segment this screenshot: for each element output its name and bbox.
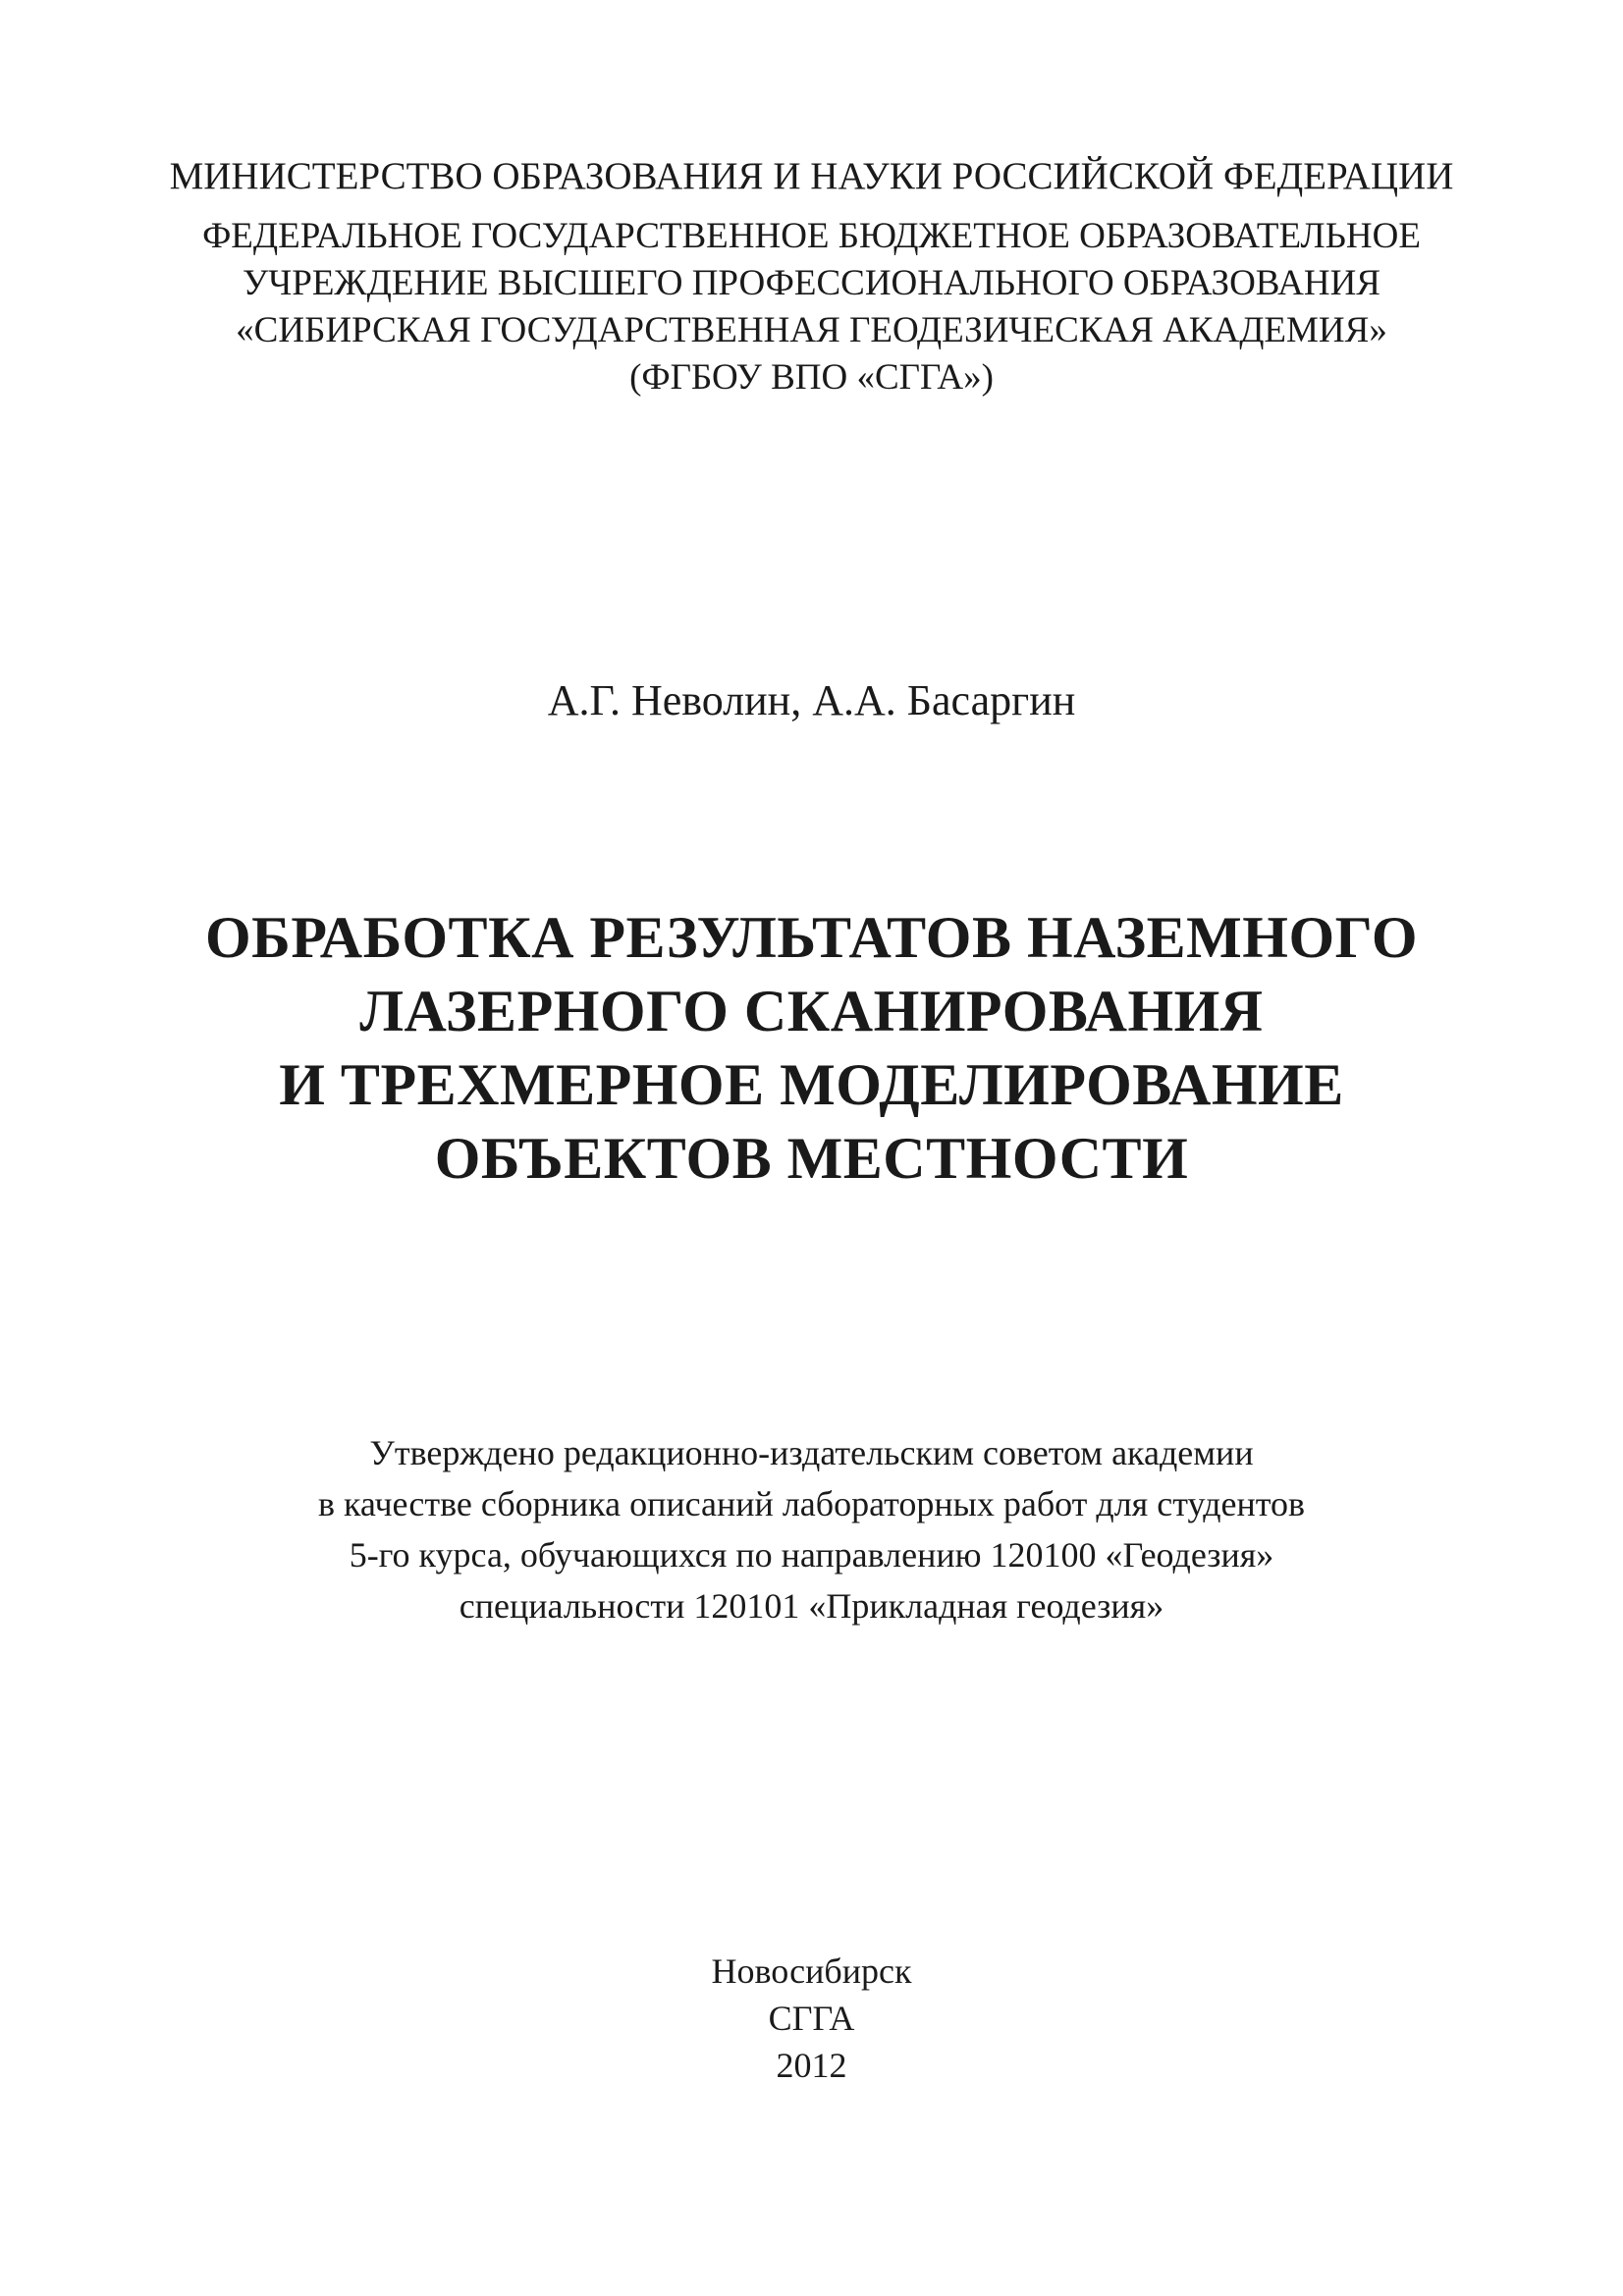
imprint-city: Новосибирск xyxy=(711,1951,912,1991)
book-title-line: ОБРАБОТКА РЕЗУЛЬТАТОВ НАЗЕМНОГО xyxy=(204,905,1418,970)
approval-note-line: специальности 120101 «Прикладная геодезия» xyxy=(459,1586,1164,1626)
ministry-name: МИНИСТЕРСТВО ОБРАЗОВАНИЯ И НАУКИ РОССИЙСКОЙ ФЕДЕРАЦИИ xyxy=(169,155,1454,197)
organization-line: «СИБИРСКАЯ ГОСУДАРСТВЕННАЯ ГЕОДЕЗИЧЕСКАЯ АКАДЕМИЯ» xyxy=(236,310,1387,350)
approval-note-line: в качестве сборника описаний лабораторных работ для студентов xyxy=(317,1484,1306,1523)
authors: А.Г. Неволин, А.А. Басаргин xyxy=(547,676,1076,724)
organization-abbreviation: (ФГБОУ ВПО «СГГА») xyxy=(629,357,994,398)
imprint-publisher: СГГА xyxy=(768,1999,855,2038)
book-title-line: ОБЪЕКТОВ МЕСТНОСТИ xyxy=(434,1126,1189,1191)
organization-line: ФЕДЕРАЛЬНОЕ ГОСУДАРСТВЕННОЕ БЮДЖЕТНОЕ ОБРАЗОВАТЕЛЬНОЕ xyxy=(202,216,1421,256)
imprint-year: 2012 xyxy=(776,2046,847,2085)
organization-line: УЧРЕЖДЕНИЕ ВЫСШЕГО ПРОФЕССИОНАЛЬНОГО ОБРАЗОВАНИЯ xyxy=(243,263,1380,303)
approval-note-line: Утверждено редакционно-издательским советом академии xyxy=(369,1433,1254,1472)
book-title-line: И ТРЕХМЕРНОЕ МОДЕЛИРОВАНИЕ xyxy=(279,1052,1344,1117)
book-title-line: ЛАЗЕРНОГО СКАНИРОВАНИЯ xyxy=(359,979,1264,1043)
approval-note-line: 5-го курса, обучающихся по направлению 120100 «Геодезия» xyxy=(349,1535,1274,1575)
